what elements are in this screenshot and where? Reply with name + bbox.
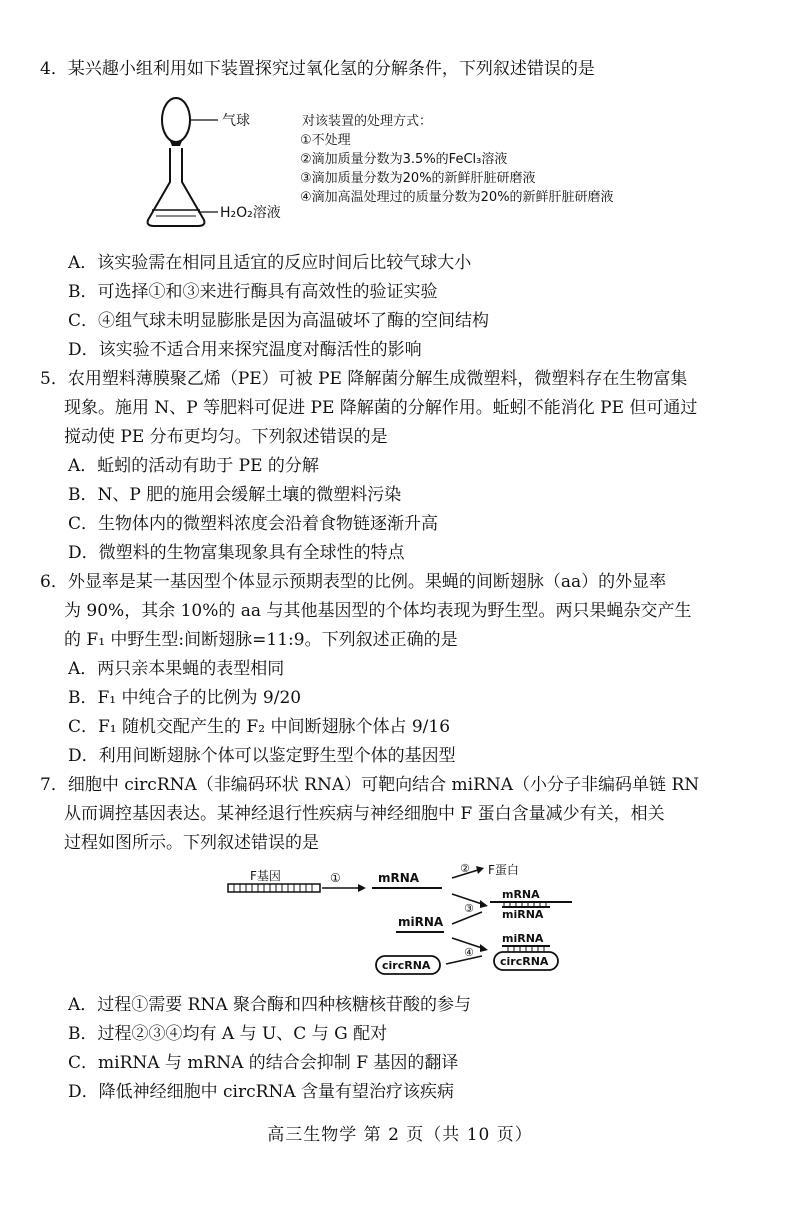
step2-label: ② bbox=[460, 862, 470, 875]
step3-label: ③ bbox=[464, 902, 474, 915]
f-protein-label: F蛋白 bbox=[488, 863, 519, 877]
q7-option-a: A．过程①需要 RNA 聚合酶和四种核糖核苷酸的参与 bbox=[68, 995, 472, 1015]
bound-mirna-label: miRNA bbox=[502, 908, 544, 921]
q4-option-a: A．该实验需在相同且适宜的反应时间后比较气球大小 bbox=[68, 253, 472, 273]
balloon-shape bbox=[162, 98, 190, 142]
q5-option-d: D．微塑料的生物富集现象具有全球性的特点 bbox=[68, 543, 405, 563]
q7-option-b: B．过程②③④均有 A 与 U、C 与 G 配对 bbox=[68, 1024, 388, 1044]
balloon-label: 气球 bbox=[222, 113, 250, 129]
q6-option-c: C．F₁ 随机交配产生的 F₂ 中间断翅脉个体占 9/16 bbox=[68, 717, 451, 737]
step4-label: ④ bbox=[464, 946, 474, 959]
q6-option-a: A．两只亲本果蝇的表型相同 bbox=[68, 659, 285, 679]
q5-option-b: B．N、P 肥的施用会缓解土壤的微塑料污染 bbox=[68, 485, 402, 505]
q7-option-d: D．降低神经细胞中 circRNA 含量有望治疗该疾病 bbox=[68, 1082, 454, 1102]
q5-stem-line1: 5．农用塑料薄膜聚乙烯（PE）可被 PE 降解菌分解生成微塑料，微塑料存在生物富集 bbox=[40, 369, 688, 389]
q4-apparatus-figure bbox=[140, 92, 700, 232]
q4-option-b: B．可选择①和③来进行酶具有高效性的验证实验 bbox=[68, 282, 438, 302]
bound2-mirna-label: miRNA bbox=[502, 932, 544, 945]
q6-stem-line2: 为 90%，其余 10%的 aa 与其他基因型的个体均表现为野生型。两只果蝇杂交产生 bbox=[64, 601, 692, 621]
q6-option-b: B．F₁ 中纯合子的比例为 9/20 bbox=[68, 688, 302, 708]
q5-stem-line2: 现象。施用 N、P 等肥料可促进 PE 降解菌的分解作用。蚯蚓不能消化 PE 但可通过 bbox=[64, 398, 698, 418]
q4-option-d: D．该实验不适合用来探究温度对酶活性的影响 bbox=[68, 340, 422, 360]
q5-option-c: C．生物体内的微塑料浓度会沿着食物链逐渐升高 bbox=[68, 514, 439, 534]
q5-option-a: A．蚯蚓的活动有助于 PE 的分解 bbox=[68, 456, 319, 476]
bound-circrna-label: circRNA bbox=[500, 955, 549, 968]
solution-label: H₂O₂溶液 bbox=[220, 205, 281, 221]
treatment-4: ④滴加高温处理过的质量分数为20%的新鲜肝脏研磨液 bbox=[300, 190, 614, 205]
q4-stem: 4．某兴趣小组利用如下装置探究过氧化氢的分解条件，下列叙述错误的是 bbox=[40, 59, 595, 79]
flask-shape bbox=[148, 148, 205, 226]
q7-stem-line2: 从而调控基因表达。某神经退行性疾病与神经细胞中 F 蛋白含量减少有关，相关 bbox=[64, 804, 665, 824]
q7-option-c: C．miRNA 与 mRNA 的结合会抑制 F 基因的翻译 bbox=[68, 1053, 459, 1073]
q4-option-c: C．④组气球未明显膨胀是因为高温破坏了酶的空间结构 bbox=[68, 311, 490, 331]
f-gene-label: F基因 bbox=[250, 869, 281, 883]
q7-stem-line3: 过程如图所示。下列叙述错误的是 bbox=[64, 833, 319, 853]
q6-stem-line3: 的 F₁ 中野生型:间断翅脉=11:9。下列叙述正确的是 bbox=[64, 630, 458, 650]
treatment-3: ③滴加质量分数为20%的新鲜肝脏研磨液 bbox=[300, 171, 536, 186]
circrna-label: circRNA bbox=[382, 959, 431, 972]
q6-option-d: D．利用间断翅脉个体可以鉴定野生型个体的基因型 bbox=[68, 746, 456, 766]
page-footer: 高三生物学 第 2 页（共 10 页） bbox=[267, 1125, 533, 1145]
q7-pathway-figure bbox=[220, 860, 580, 980]
mirna-label: miRNA bbox=[398, 915, 444, 929]
q5-stem-line3: 搅动使 PE 分布更均匀。下列叙述错误的是 bbox=[64, 427, 388, 447]
treatment-title: 对该装置的处理方式： bbox=[302, 114, 433, 129]
treatment-2: ②滴加质量分数为3.5%的FeCl₃溶液 bbox=[300, 152, 508, 167]
bound-mrna-label: mRNA bbox=[502, 888, 540, 901]
mrna-label: mRNA bbox=[378, 871, 420, 885]
q7-stem-line1: 7．细胞中 circRNA（非编码环状 RNA）可靶向结合 miRNA（小分子非编码单链 RN bbox=[40, 775, 700, 795]
treatment-1: ①不处理 bbox=[300, 133, 351, 148]
q6-stem-line1: 6．外显率是某一基因型个体显示预期表型的比例。果蝇的间断翅脉（aa）的外显率 bbox=[40, 572, 667, 592]
step1-label: ① bbox=[330, 871, 341, 885]
